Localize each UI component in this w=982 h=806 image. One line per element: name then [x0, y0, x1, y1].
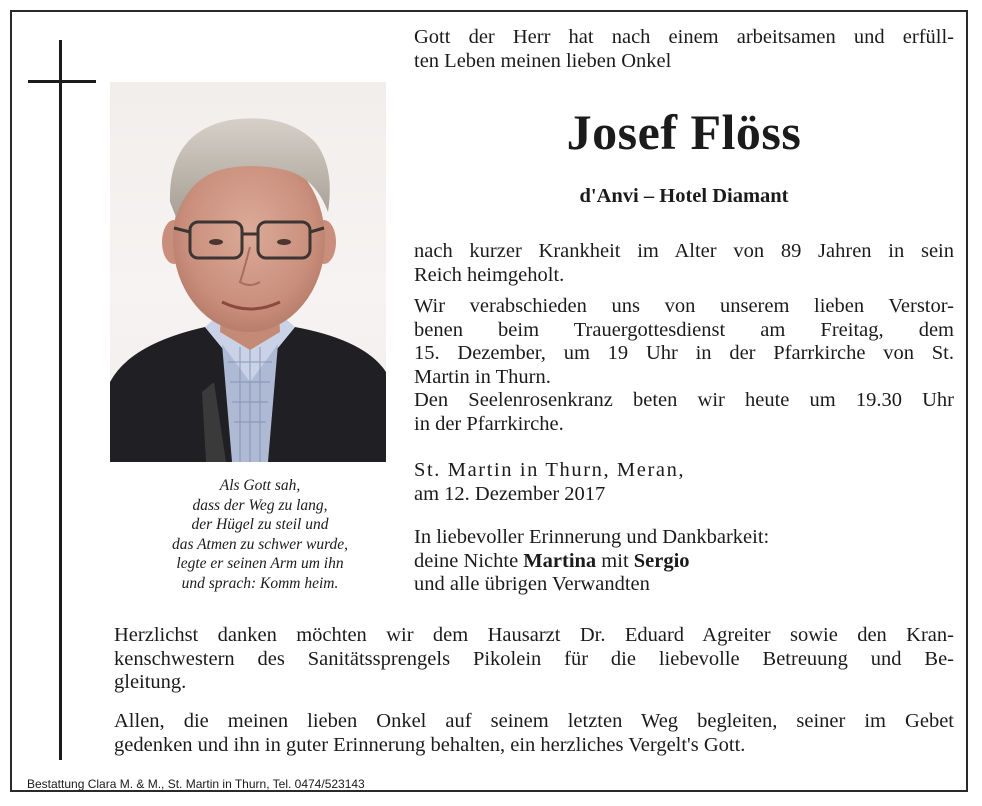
thanks-text: [114, 624, 954, 695]
text-line: Martin in Thurn.: [414, 365, 551, 388]
portrait-photo: [110, 82, 386, 462]
poem-line: Als Gott sah,: [219, 477, 301, 494]
text-line: gleitung.: [114, 671, 187, 693]
text-line: Den Seelenrosenkranz beten wir heute um 19.30 Uhr: [414, 389, 954, 411]
intro-line: Gott der Herr hat nach einem arbeitsamen und erfüll-: [414, 26, 954, 48]
poem: [110, 476, 410, 593]
mourner-name: Sergio: [633, 549, 690, 572]
poem-line: legte er seinen Arm um ihn: [176, 555, 344, 572]
death-notice-text: [414, 240, 954, 287]
date-line: am 12. Dezember 2017: [414, 482, 606, 505]
mourners: [414, 526, 954, 597]
poem-line: und sprach: Komm heim.: [181, 574, 339, 592]
text-line: gedenken und ihn in guter Erinnerung behalten, ein herzliches Vergelt's Gott.: [114, 733, 746, 756]
text-line: kenschwestern des Sanitätssprengels Pikolein für die liebevolle Betreuung und Be-: [114, 647, 954, 670]
closing-text: [114, 710, 954, 757]
deceased-nickname: d'Anvi – Hotel Diamant: [579, 185, 789, 207]
text-line: Herzlichst danken möchten wir dem Hausarzt Dr. Eduard Agreiter sowie den Kran-: [114, 624, 954, 646]
text-line: benen beim Trauergottesdienst am Freitag, dem: [414, 318, 954, 341]
poem-line: dass der Weg zu lang,: [192, 496, 328, 514]
mourner-name: Martina: [523, 549, 597, 572]
text-line: Allen, die meinen lieben Onkel auf seinem letzten Weg begleiten, seiner im Gebet: [114, 710, 954, 732]
poem-line: das Atmen zu schwer wurde,: [171, 535, 349, 553]
poem-line: der Hügel zu steil und: [191, 516, 329, 533]
mourners-prefix: deine Nichte: [414, 549, 524, 572]
intro-line: ten Leben meinen lieben Onkel: [414, 49, 672, 72]
funeral-details: [414, 295, 954, 436]
mourners-connector: mit: [596, 549, 634, 572]
funeral-home-footer: Bestattung Clara M. & M., St. Martin in Thurn, Tel. 0474/523143: [27, 777, 365, 791]
place-line: St. Martin in Thurn, Meran,: [414, 459, 686, 481]
place-and-date: [414, 459, 954, 506]
text-line: nach kurzer Krankheit im Alter von 89 Jahren in sein: [414, 240, 954, 262]
text-line: 15. Dezember, um 19 Uhr in der Pfarrkirche von St.: [414, 342, 954, 364]
intro-text: [414, 26, 954, 73]
mourners-names: [414, 550, 954, 574]
mourners-intro: In liebevoller Erinnerung und Dankbarkeit:: [414, 526, 770, 548]
text-line: Wir verabschieden uns von unserem lieben Verstor-: [414, 295, 954, 317]
deceased-name: Josef Flöss: [566, 104, 802, 160]
mourners-others: und alle übrigen Verwandten: [414, 573, 650, 595]
text-line: in der Pfarrkirche.: [414, 412, 564, 435]
text-line: Reich heimgeholt.: [414, 263, 565, 286]
